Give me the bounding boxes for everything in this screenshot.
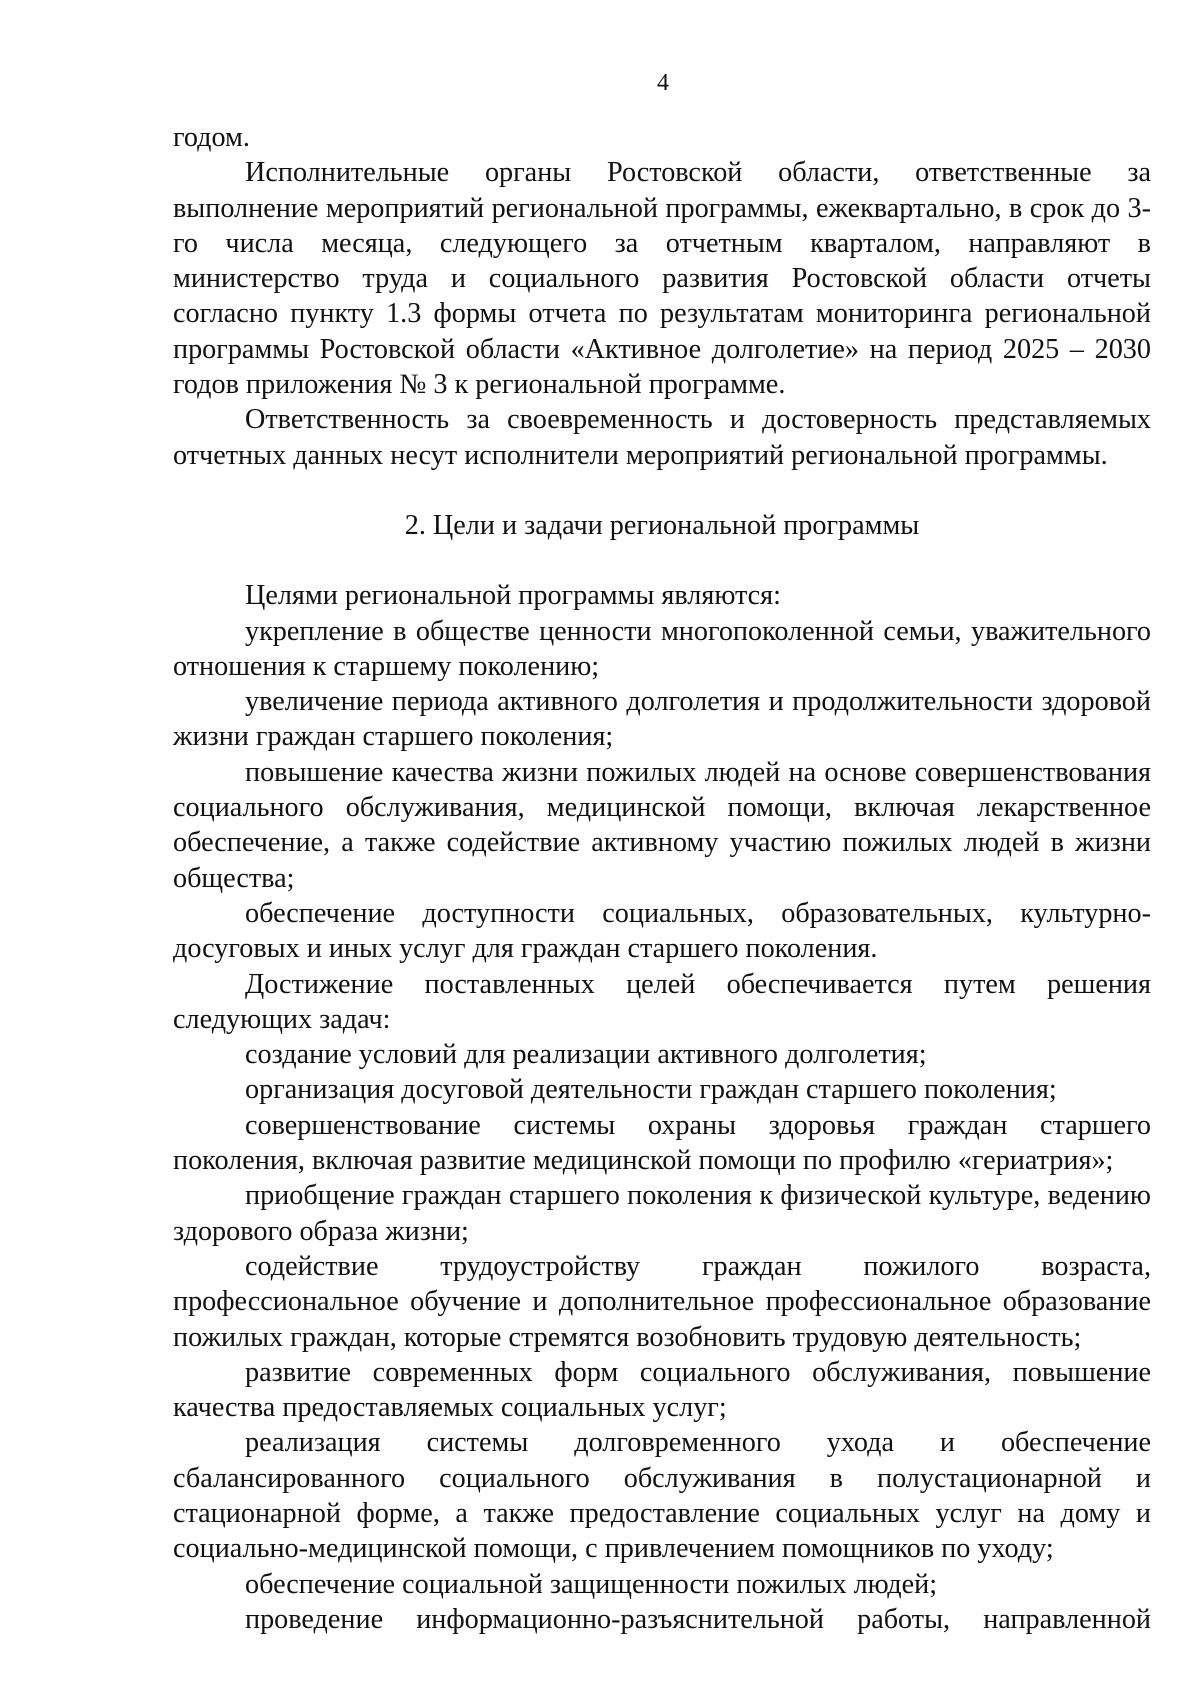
goal-item: укрепление в обществе ценности многопоколенной семьи, уважительного отношения к старшему поколению; — [173, 615, 1151, 682]
document-body — [173, 120, 1151, 1637]
task-item: обеспечение социальной защищенности пожилых людей; — [245, 1568, 938, 1600]
task-item: реализация системы долговременного ухода и обеспечение сбалансированного социального обслуживания в полустационарной и стационарной форме, а также предоставление социальных услуг на дому и социально-медицинской помощи, с привлечением помощников по уходу; — [173, 1427, 1151, 1565]
task-item: развитие современных форм социального обслуживания, повышение качества предоставляемых социальных услуг; — [173, 1356, 1151, 1424]
section-heading: 2. Цели и задачи региональной программы — [404, 509, 920, 541]
goal-item: обеспечение доступности социальных, образовательных, культурно-досуговых и иных услуг для граждан старшего поколения. — [173, 897, 1151, 965]
goals-intro: Целями региональной программы являются: — [245, 580, 781, 612]
paragraph-reporting: Исполнительные органы Ростовской области, ответственные за выполнение мероприятий региональной программы, ежеквартально, в срок до 3-го числа месяца, следующего за отчетным кварталом, направляют в министерство труда и социального развития Ростовской области отчеты согласно пункту 1.3 формы отчета по результатам мониторинга региональной программы Ростовской области «Активное долголетие» на период 2025 – 2030 годов приложения № 3 к региональной программе. — [173, 157, 1151, 401]
task-item: создание условий для реализации активного долголетия; — [245, 1039, 927, 1071]
task-item: организация досуговой деятельности граждан старшего поколения; — [245, 1074, 1057, 1106]
goal-item: увеличение периода активного долголетия и продолжительности здоровой жизни граждан старшего поколения; — [173, 686, 1151, 753]
task-item: совершенствование системы охраны здоровья граждан старшего поколения, включая развитие медицинской помощи по профилю «гериатрия»; — [173, 1109, 1151, 1177]
paragraph-responsibility: Ответственность за своевременность и достоверность представляемых отчетных данных несут исполнители мероприятий региональной программы. — [173, 404, 1151, 471]
task-item: приобщение граждан старшего поколения к физической культуре, ведению здорового образа жизни; — [173, 1180, 1151, 1247]
page-number: 4 — [657, 70, 669, 96]
paragraph-continuation: годом. — [173, 122, 250, 153]
tasks-intro: Достижение поставленных целей обеспечивается путем решения следующих задач: — [173, 968, 1151, 1035]
task-item: проведение информационно-разъяснительной работы, направленной — [245, 1603, 1151, 1635]
task-item: содействие трудоустройству граждан пожилого возраста, профессиональное обучение и дополнительное профессиональное образование пожилых граждан, которые стремятся возобновить трудовую деятельность; — [173, 1250, 1151, 1353]
goal-item: повышение качества жизни пожилых людей на основе совершенствования социального обслуживания, медицинской помощи, включая лекарственное обеспечение, а также содействие активному участию пожилых людей в жизни общества; — [173, 756, 1151, 894]
